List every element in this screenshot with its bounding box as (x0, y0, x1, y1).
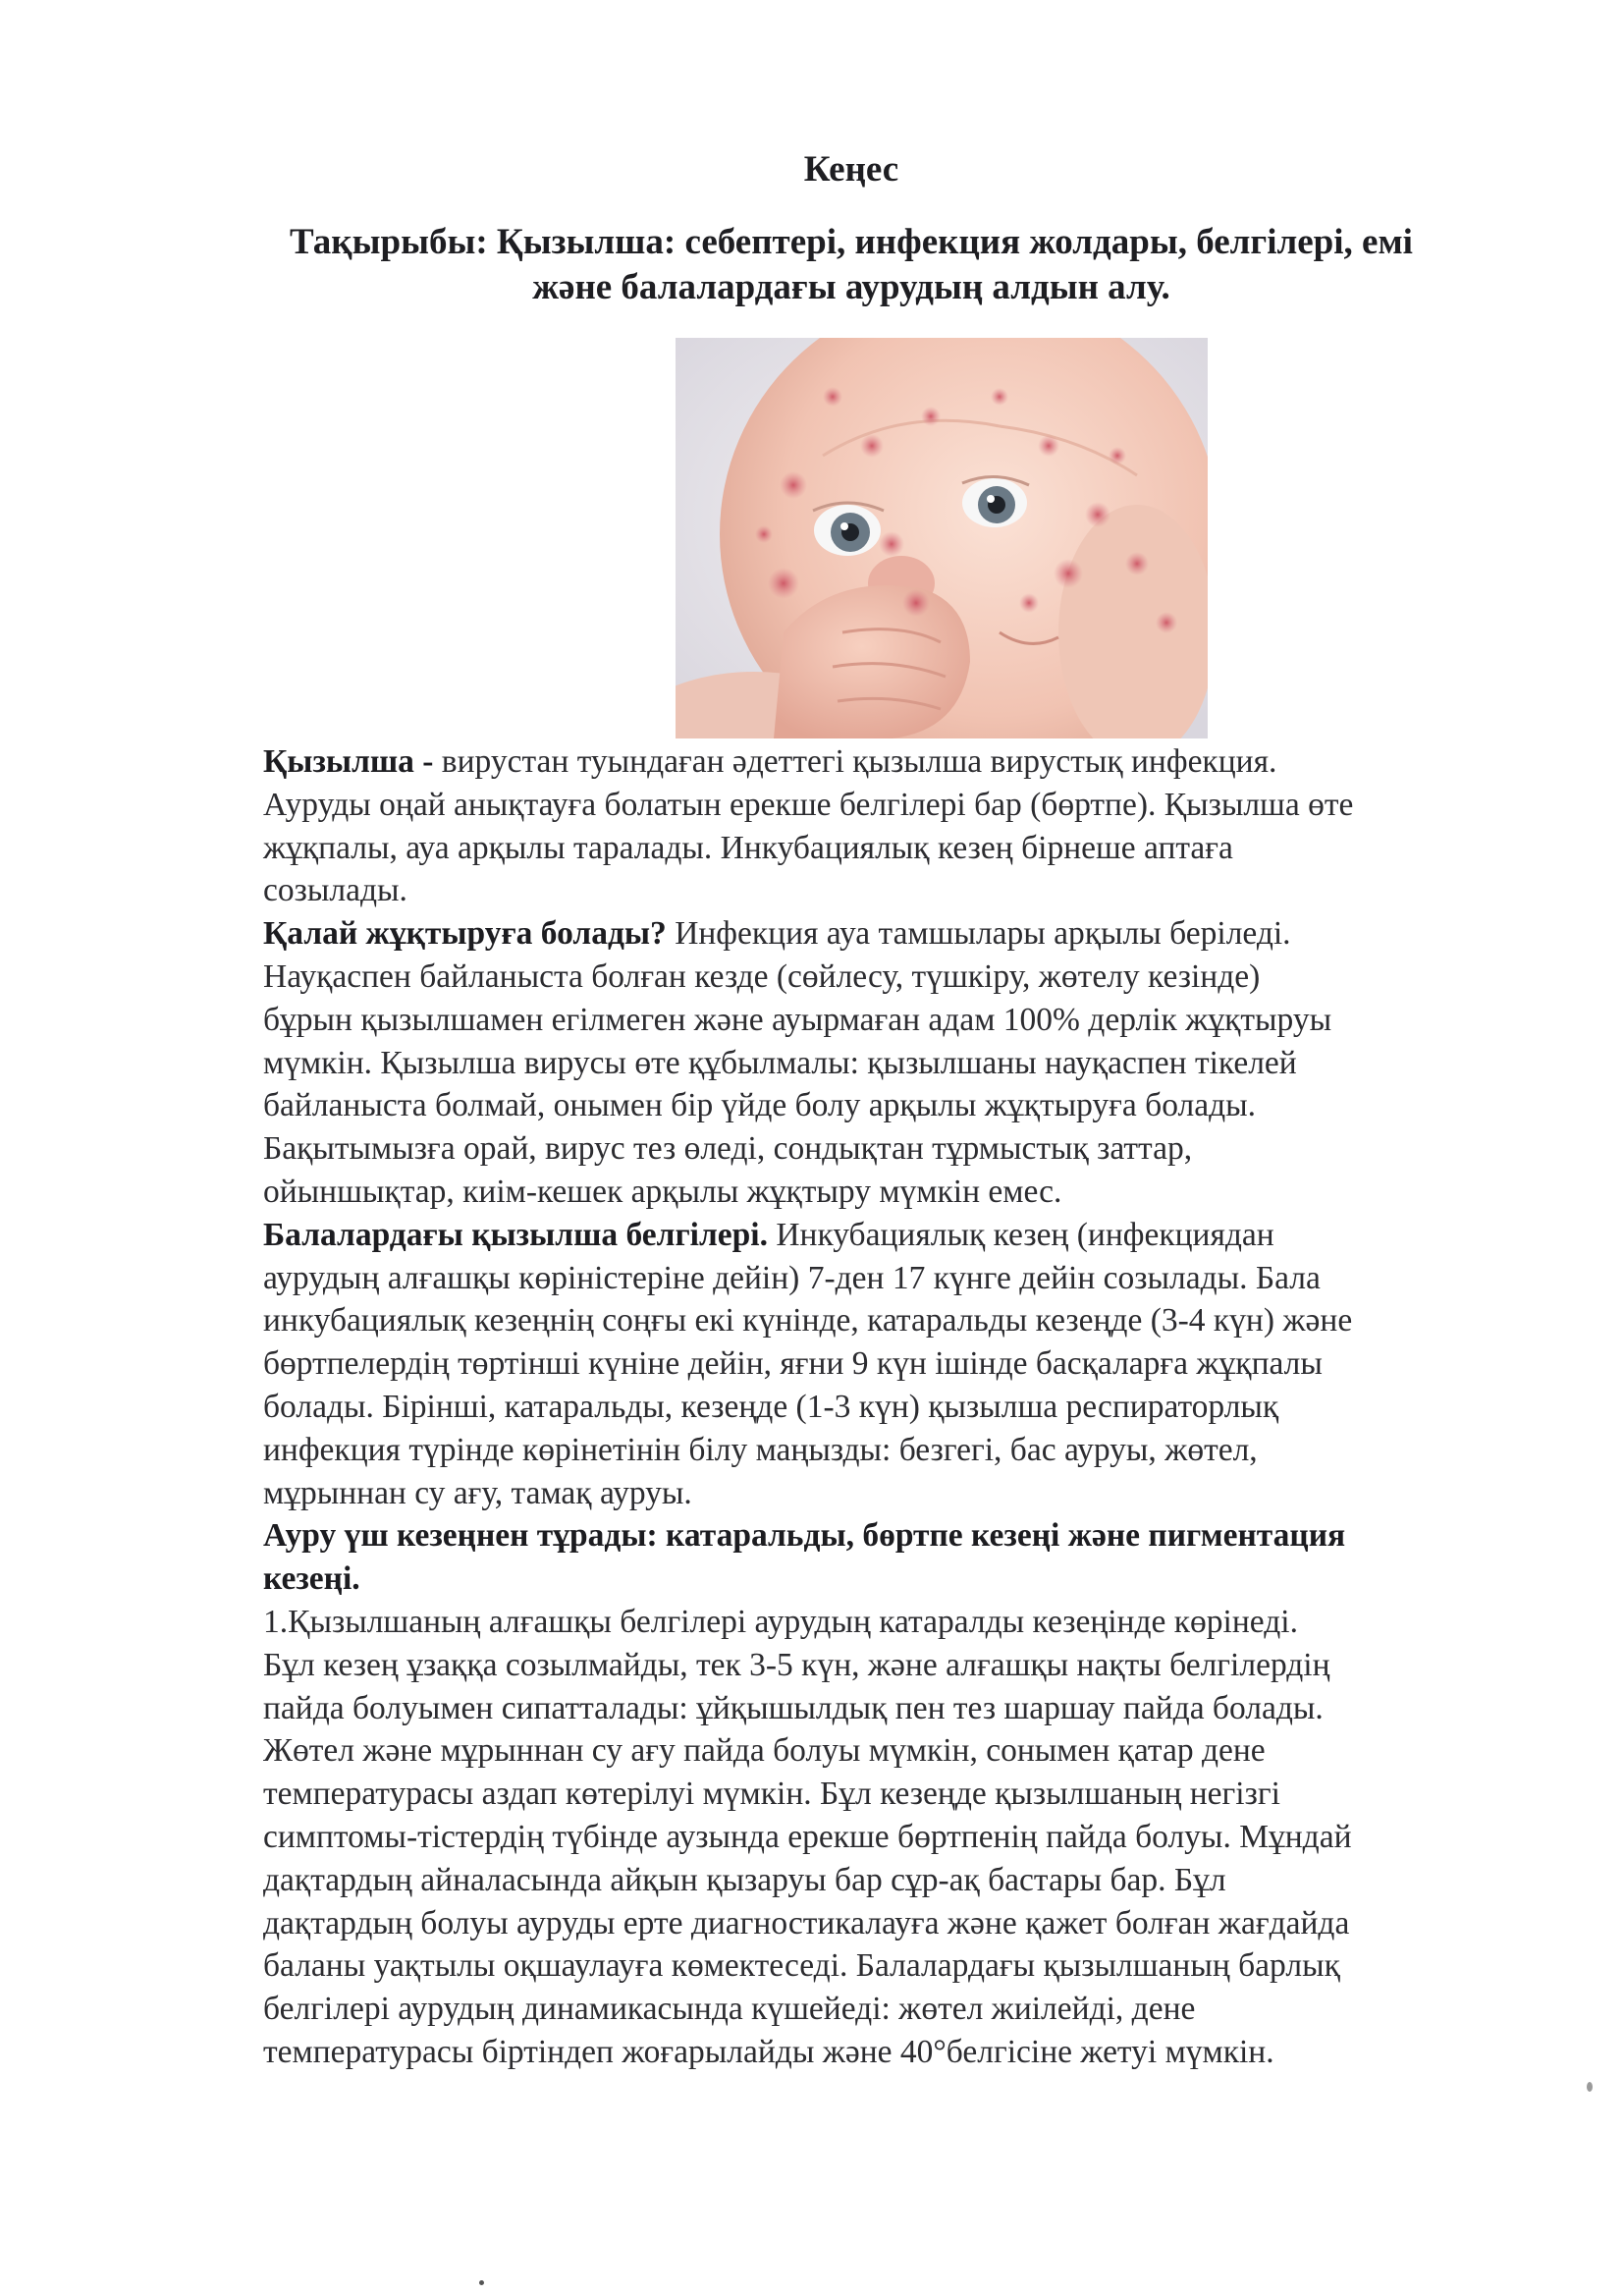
definition-line-3: жұқпалы, ауа арқылы таралады. Инкубациялық кезең бірнеше аптаға (263, 829, 1233, 866)
symptoms-line-7: мұрыннан су ағу, тамақ ауруы. (263, 1474, 692, 1511)
scan-speck (479, 2280, 484, 2285)
transmission-line-3: бұрын қызылшамен егілмеген және ауырмаған адам 100% дерлік жұқтыруы (263, 1001, 1332, 1038)
stages-line-10: белгілері аурудың динамикасында күшейеді: жөтел жиілейді, дене (263, 1991, 1196, 2028)
definition-line-2: Ауруды оңай анықтауға болатын ерекше белгілері бар (бөртпе). Қызылша өте (263, 786, 1354, 823)
transmission-heading: Қалай жұқтыруға болады? (263, 915, 667, 953)
stages-heading-line-1: Ауру үш кезеңнен тұрады: катаральды, бөртпе кезеңі және пигментация (263, 1517, 1346, 1555)
document-topic (39, 220, 1624, 310)
paragraph-transmission (263, 912, 1569, 1214)
symptoms-line-1 (263, 1214, 1569, 1257)
definition-line-1 (263, 740, 1569, 784)
transmission-line-6: Бақытымызға орай, вирус тез өледі, сондықтан тұрмыстық заттар, (263, 1130, 1193, 1168)
definition-text-1: вирустан туындаған әдеттегі қызылша вирустық инфекция. (433, 743, 1277, 780)
stages-line-6: симптомы-тістердің түбінде аузында ерекше бөртпенің пайда болуы. Мұндай (263, 1818, 1352, 1855)
baby-with-measles-rash-photo (676, 338, 1208, 738)
stages-line-7: дақтардың айналасында айқын қызаруы бар сұр-ақ бастары бар. Бұл (263, 1861, 1226, 1898)
symptoms-line-5: болады. Бірінші, катаральды, кезеңде (1-3 күн) қызылша респираторлық (263, 1388, 1279, 1425)
article-body (263, 740, 1569, 2074)
transmission-text-1: Инфекция ауа тамшылары арқылы беріледі. (666, 915, 1291, 953)
stages-line-3: пайда болуымен сипатталады: ұйқышылдық пен тез шаршау пайда болады. (263, 1689, 1324, 1726)
transmission-line-5: байланыста болмай, онымен бір үйде болу арқылы жұқтыруға болады. (263, 1087, 1257, 1124)
document-title: Кеңес (803, 149, 899, 190)
stages-line-11: температурасы біртіндеп жоғарылайды және 40°белгісіне жетуі мүмкін. (263, 2033, 1274, 2070)
symptoms-line-4: бөртпелердің төртінші күніне дейін, яғни 9 күн ішінде басқаларға жұқпалы (263, 1345, 1323, 1383)
transmission-line-4: мүмкін. Қызылша вирусы өте құбылмалы: қызылшаны науқаспен тікелей (263, 1044, 1297, 1081)
symptoms-heading: Балалардағы қызылша белгілері. (263, 1216, 768, 1253)
transmission-line-7: ойыншықтар, киім-кешек арқылы жұқтыру мүмкін емес. (263, 1173, 1062, 1210)
stages-line-4: Жөтел және мұрыннан су ағу пайда болуы мүмкін, сонымен қатар дене (263, 1732, 1266, 1770)
topic-line-2: және балалардағы аурудың алдын алу. (532, 267, 1170, 307)
definition-line-4: созылады. (263, 872, 407, 909)
scan-speck (1587, 2082, 1593, 2092)
paragraph-stages (263, 1514, 1569, 2073)
stages-line-9: баланы уақтылы оқшаулауға көмектеседі. Балалардағы қызылшаның барлық (263, 1947, 1340, 1985)
definition-heading: Қызылша - (263, 743, 434, 780)
stages-line-1: 1.Қызылшаның алғашқы белгілері аурудың катаралды кезеңінде көрінеді. (263, 1603, 1298, 1640)
symptoms-line-6: инфекция түрінде көрінетінін білу маңызды: безгегі, бас ауруы, жөтел, (263, 1431, 1258, 1468)
stages-line-2: Бұл кезең ұзаққа созылмайды, тек 3-5 күн, және алғашқы нақты белгілердің (263, 1646, 1330, 1683)
symptoms-line-3: инкубациялық кезеңнің соңғы екі күнінде, катаральды кезеңде (3-4 күн) және (263, 1302, 1353, 1339)
stages-heading-line-2: кезеңі. (263, 1560, 360, 1598)
symptoms-text-1: Инкубациялық кезең (инфекциядан (767, 1216, 1274, 1253)
baby-photo-illustration (676, 338, 1208, 738)
symptoms-line-2: аурудың алғашқы көріністеріне дейін) 7-ден 17 күнге дейін созылады. Бала (263, 1259, 1321, 1296)
transmission-line-2: Науқаспен байланыста болған кезде (сөйлесу, түшкіру, жөтелу кезінде) (263, 957, 1261, 995)
paragraph-symptoms (263, 1214, 1569, 1515)
stages-line-8: дақтардың болуы ауруды ерте диагностикалауға және қажет болған жағдайда (263, 1904, 1350, 1941)
topic-line-1: Тақырыбы: Қызылша: себептері, инфекция жолдары, белгілері, емі (290, 222, 1413, 262)
paragraph-definition (263, 740, 1569, 912)
stages-line-5: температурасы аздап көтерілуі мүмкін. Бұл кезеңде қызылшаның негізгі (263, 1776, 1280, 1813)
transmission-line-1 (263, 912, 1569, 956)
